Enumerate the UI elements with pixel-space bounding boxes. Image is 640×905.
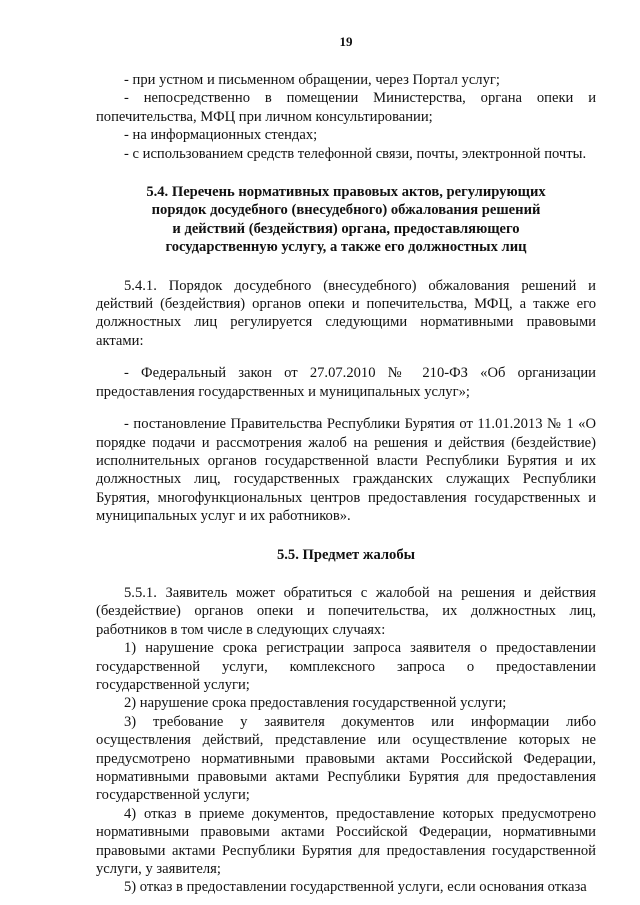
law-buryatia-resolution: - постановление Правительства Республики Бурятия от 11.01.2013 № 1 «О порядке подачи и рассмотрения жалоб на решения и действия (бездействие) исполнительных органов государственной власти Республики Бурятия и их должностных лиц, государственных гражданских служащих Республики Бурятия, многофункциональных центров предоставления государственных и муниципальных услуг и их работников». <box>96 416 596 525</box>
paragraph-5-5-1: 5.5.1. Заявитель может обратиться с жалобой на решения и действия (бездействие) органов опеки и попечительства, их должностных лиц, работников в том числе в следующих случаях: <box>96 584 596 638</box>
case-item: 4) отказ в приеме документов, предоставление которых предусмотрено нормативными правовыми актами Российской Федерации, нормативными правовыми актами Республики Бурятия для предоставления государственной услуги, у заявителя; <box>96 805 596 878</box>
case-item: 1) нарушение срока регистрации запроса заявителя о предоставлении государственной услуги, комплексного запроса о предоставлении государственной услуги; <box>96 640 596 693</box>
section-5-4-heading <box>96 183 596 257</box>
law-federal-210: - Федеральный закон от 27.07.2010 № 210-ФЗ «Об организации предоставления государственных и муниципальных услуг»; <box>96 365 596 400</box>
section-5-5-heading: 5.5. Предмет жалобы <box>276 546 416 563</box>
section-5-4-heading-line: государственную услугу, а также его должностных лиц <box>165 239 527 256</box>
section-5-4-heading-line: порядок досудебного (внесудебного) обжалования решений <box>151 202 541 219</box>
case-item: 5) отказ в предоставлении государственной услуги, если основания отказа <box>124 879 587 896</box>
case-item: 2) нарушение срока предоставления государственной услуги; <box>124 695 507 712</box>
intro-item-stands: - на информационных стендах; <box>124 127 318 144</box>
paragraph-5-4-1: 5.4.1. Порядок досудебного (внесудебного) обжалования решений и действий (бездействия) органов опеки и попечительства, МФЦ, а также его должностных лиц регулируется следующими нормативными правовыми актами: <box>96 277 596 349</box>
intro-item-ministry: - непосредственно в помещении Министерства, органа опеки и попечительства, МФЦ при личном консультировании; <box>96 90 596 125</box>
intro-item-phone-mail: - с использованием средств телефонной связи, почты, электронной почты. <box>124 145 587 162</box>
page-number: 19 <box>339 34 353 49</box>
case-item: 3) требование у заявителя документов или информации либо осуществления действий, представление или осуществление которых не предусмотрено нормативными правовыми актами Российской Федерации, нормативными правовыми актами Республики Бурятия для предоставления государственной услуги; <box>96 713 596 804</box>
section-5-4-heading-line: 5.4. Перечень нормативных правовых актов, регулирующих <box>146 184 546 201</box>
intro-item-portal: - при устном и письменном обращении, через Портал услуг; <box>124 72 500 88</box>
section-5-4-heading-line: и действий (бездействия) органа, предоставляющего <box>172 220 520 237</box>
